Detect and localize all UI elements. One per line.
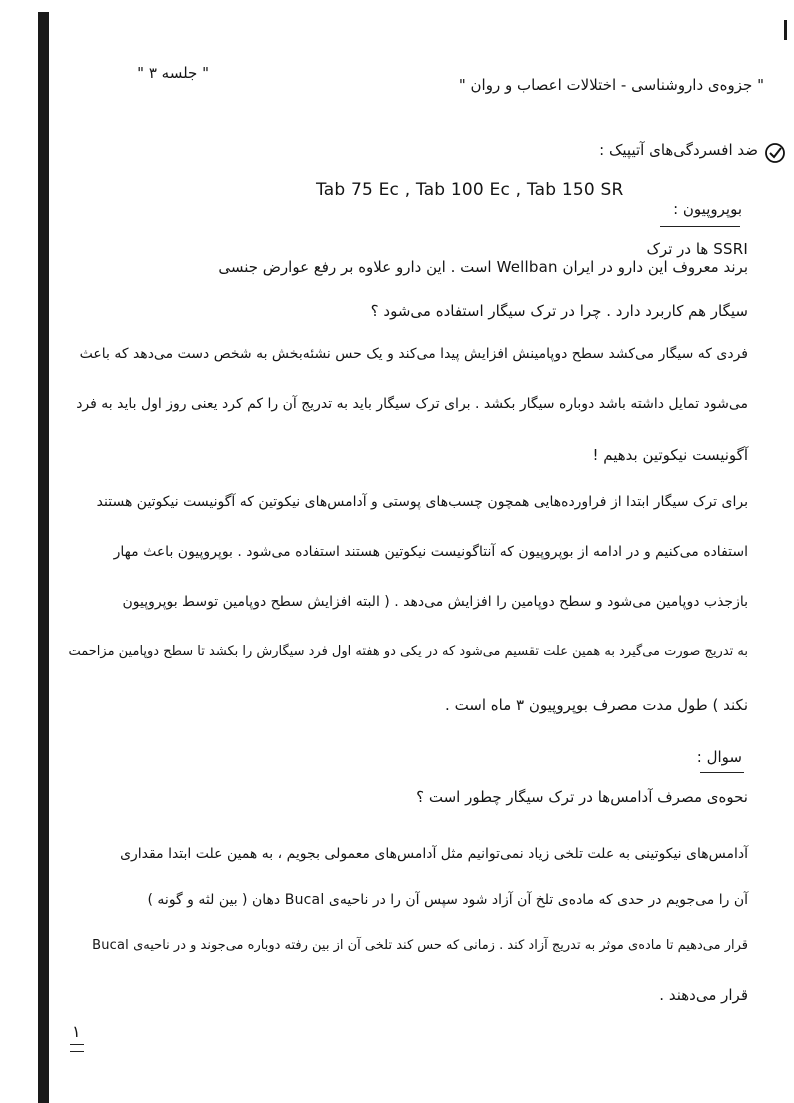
text-line: می‌شود تمایل داشته باشد دوباره سیگار بکشد . برای ترک سیگار باید به تدریج آن را کم کرد یعنی روز اول باید به فرد: [76, 396, 748, 412]
text-line: آدامس‌های نیکوتینی به علت تلخی زیاد نمی‌توانیم مثل آدامس‌های معمولی بجویم ، به همین علت ابتدا مقداری: [120, 846, 748, 862]
binder-edge: [38, 12, 49, 1103]
text-line: سیگار هم کاربرد دارد . چرا در ترک سیگار استفاده می‌شود ؟: [370, 302, 748, 320]
session-label: " جلسه ۳ ": [137, 64, 209, 82]
text-line: به تدریج صورت می‌گیرد به همین علت تقسیم می‌شود که در یکی دو هفته اول فرد سیگارش را بکشد تا سطح دوپامین مزاحمت: [68, 644, 748, 659]
page-number-underline: [70, 1044, 84, 1052]
text-line: استفاده می‌کنیم و در ادامه از بوپروپیون که آنتاگونیست نیکوتین هستند استفاده می‌شود . بوپروپیون باعث مهار: [113, 544, 748, 560]
page-number: ۱: [72, 1022, 81, 1041]
text-line: فردی که سیگار می‌کشد سطح دوپامینش افزایش پیدا می‌کند و یک حس نشئه‌بخش به شخص دست می‌دهد که باعث: [79, 346, 748, 362]
question-underline: [700, 772, 744, 773]
bupropion-dosage-forms: Tab 75 Ec , Tab 100 Ec , Tab 150 SR: [316, 180, 624, 200]
text-line: برند معروف این دارو در ایران Wellban است . این دارو علاوه بر رفع عوارض جنسی: [218, 258, 748, 276]
pamphlet-title: " جزوه‌ی دارو‌شناسی - اختلالات اعصاب و روان ": [458, 76, 764, 94]
text-line: قرار می‌دهند .: [659, 986, 748, 1004]
text-line: قرار می‌دهیم تا ماده‌ی موثر به تدریج آزاد کند . زمانی که حس کند تلخی آن از بین رفته دوباره می‌جوند و در ناحیه‌ی Bucal: [92, 938, 748, 953]
text-line: بازجذب دوپامین می‌شود و سطح دوپامین را افزایش می‌دهد . ( البته افزایش سطح دوپامین توسط بوپروپیون: [122, 594, 748, 610]
question-label: سوال :: [696, 748, 742, 766]
text-line: آگونیست نیکوتین بدهیم !: [592, 446, 748, 464]
question-text: نحوه‌ی مصرف آدامس‌ها در ترک سیگار چطور است ؟: [416, 788, 748, 806]
text-line: SSRI ها در ترک: [646, 240, 748, 258]
edge-mark: [784, 20, 787, 40]
text-line: برای ترک سیگار ابتدا از فراورده‌هایی همچون چسب‌های پوستی و آدامس‌های نیکوتین که آگونیست نیکوتین هستند: [96, 494, 748, 510]
check-circle-icon: [764, 142, 786, 164]
text-line: آن را می‌جویم در حدی که ماده‌ی تلخ آن آزاد شود سپس آن را در ناحیه‌ی Bucal دهان ( بین لثه و گونه ): [147, 892, 748, 908]
section-heading-antidepressants: ضد افسردگی‌های آتیپیک :: [599, 141, 758, 159]
bupropion-label: بوپروپیون :: [673, 200, 742, 218]
text-line: نکند ) طول مدت مصرف بوپروپیون ۳ ماه است .: [445, 696, 748, 714]
bupropion-underline: [660, 226, 740, 227]
